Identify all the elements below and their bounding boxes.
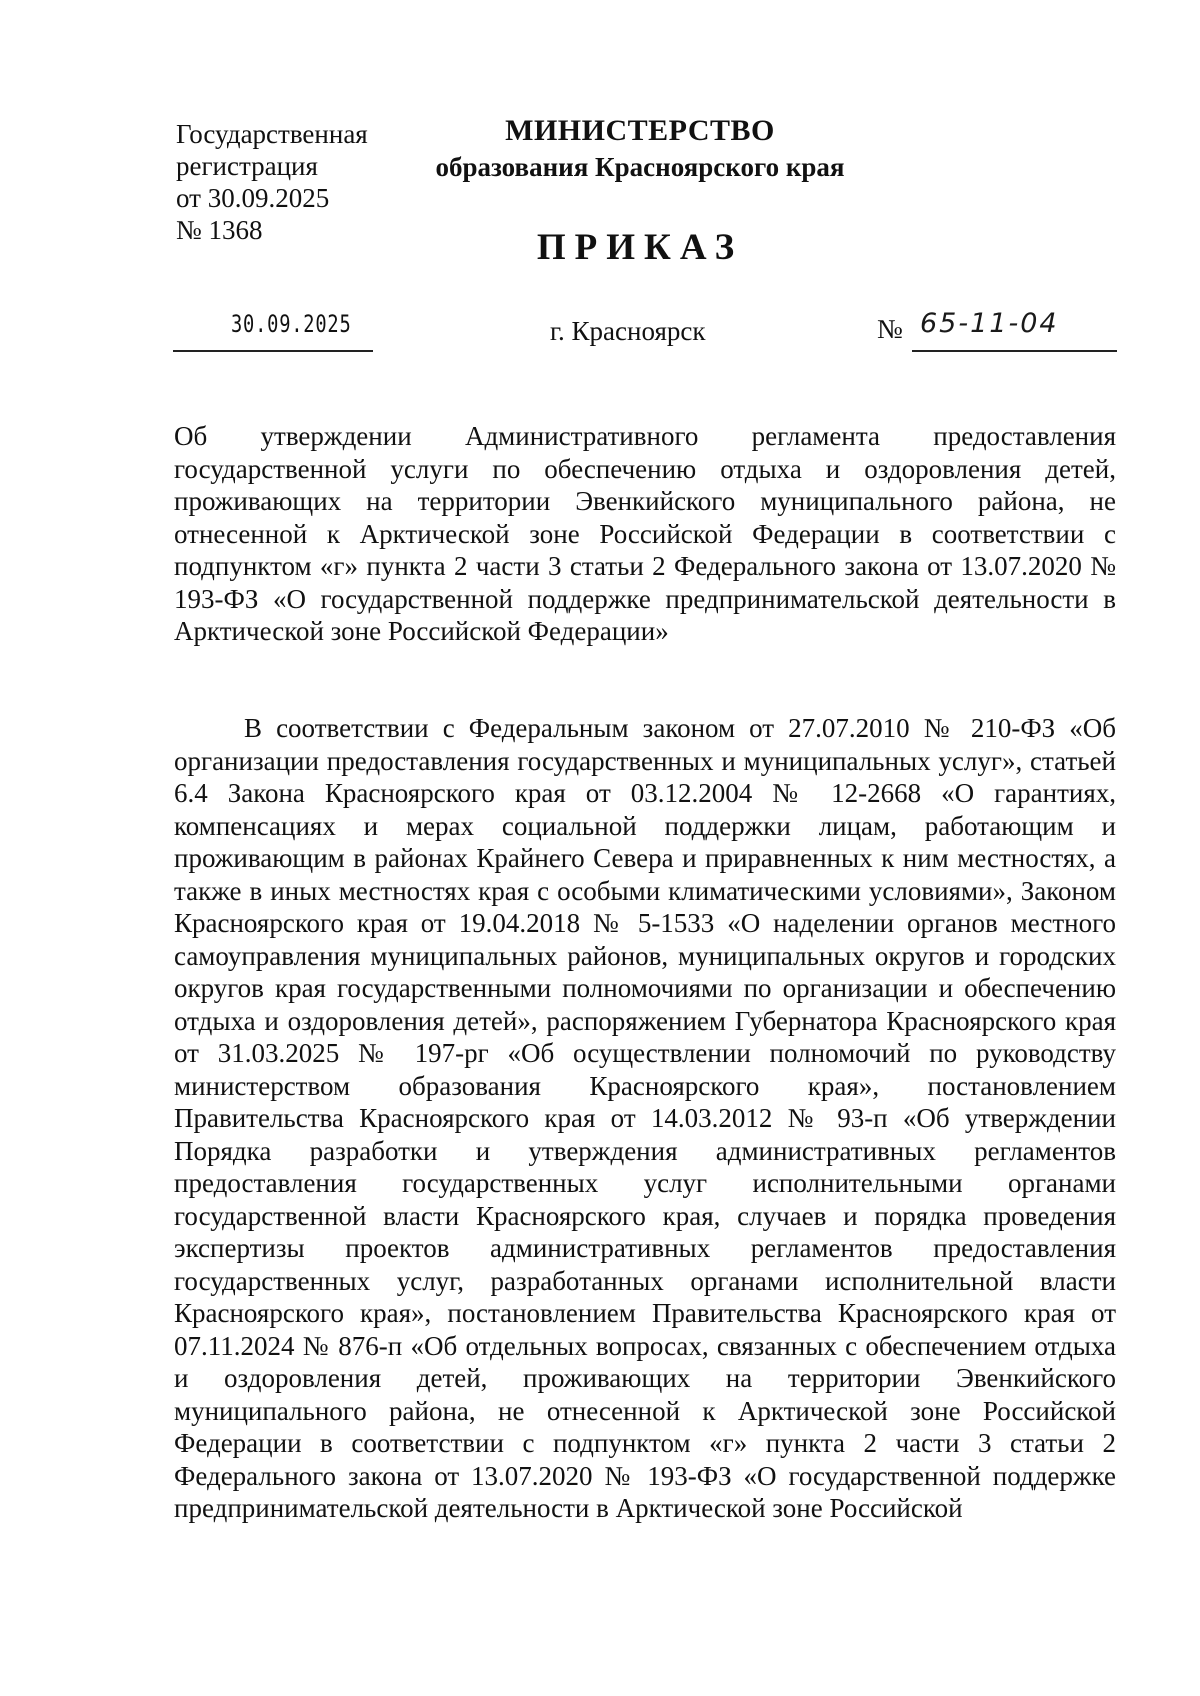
order-body-paragraph: В соответствии с Федеральным законом от 27.07.2010 № 210-ФЗ «Об организации предоставления государственных и муниципальных услуг», статьей 6.4 Закона Красноярского края от 03.12.2004 № 12-2668 «О гарантиях, компенсациях и мерах социальной поддержки лицам, работающим и проживающим в районах Крайнего Севера и приравненных к ним местностях, а также в иных местностях края с особыми климатическими условиями», Законом Красноярского края от 19.04.2018 № 5-1533 «О наделении органов местного самоуправления муниципальных районов, муниципальных округов и городских округов края государственными полномочиями по организации и обеспечению отдыха и оздоровления детей», распоряжением Губернатора Красноярского края от 31.03.2025 № 197-рг «Об осуществлении полномочий по руководству министерством образования Красноярского края», постановлением Правительства Красноярского края от 14.03.2012 № 93-п «Об утверждении Порядка разработки и утверждения административных регламентов предоставления государственных услуг исполнительными органами государственной власти Красноярского края, случаев и порядка проведения экспертизы проектов административных регламентов предоставления государственных услуг, разработанных органами исполнительной власти Красноярского края», постановлением Правительства Красноярского края от 07.11.2024 № 876-п «Об отдельных вопросах, связанных с обеспечением отдыха и оздоровления детей, проживающих на территории Эвенкийского муниципального района, не отнесенной к Арктической зоне Российской Федерации в соответствии с подпунктом «г» пункта 2 части 3 статьи 2 Федерального закона от 13.07.2020 № 193-ФЗ «О государственной поддержке предпринимательской деятельности в Арктической зоне Российской	[174, 713, 1116, 1523]
order-date: 30.09.2025	[231, 310, 352, 338]
registration-line-1: Государственная	[176, 119, 368, 149]
order-number: 65-11-04	[920, 308, 1059, 339]
city-name: г. Красноярск	[550, 316, 706, 346]
registration-line-3: от 30.09.2025	[176, 183, 330, 213]
document-type-title: ПРИКАЗ	[536, 227, 744, 268]
order-date-field	[173, 308, 373, 352]
number-sign: №	[877, 314, 903, 344]
ministry-subtitle: образования Красноярского края	[435, 152, 845, 182]
order-subject: Об утверждении Административного регламента предоставления государственной услуги по обеспечению отдыха и оздоровления детей, проживающих на территории Эвенкийского муниципального района, не отнесенной к Арктической зоне Российской Федерации в соответствии с подпунктом «г» пункта 2 части 3 статьи 2 Федерального закона от 13.07.2020 № 193-ФЗ «О государственной поддержке предпринимательской деятельности в Арктической зоне Российской Федерации»	[174, 421, 1116, 646]
order-number-field	[912, 308, 1117, 352]
registration-line-4: № 1368	[176, 215, 263, 245]
registration-block	[176, 118, 368, 246]
ministry-name: МИНИСТЕРСТВО	[505, 114, 775, 147]
registration-line-2: регистрация	[176, 151, 318, 181]
ministry-header	[420, 112, 860, 184]
